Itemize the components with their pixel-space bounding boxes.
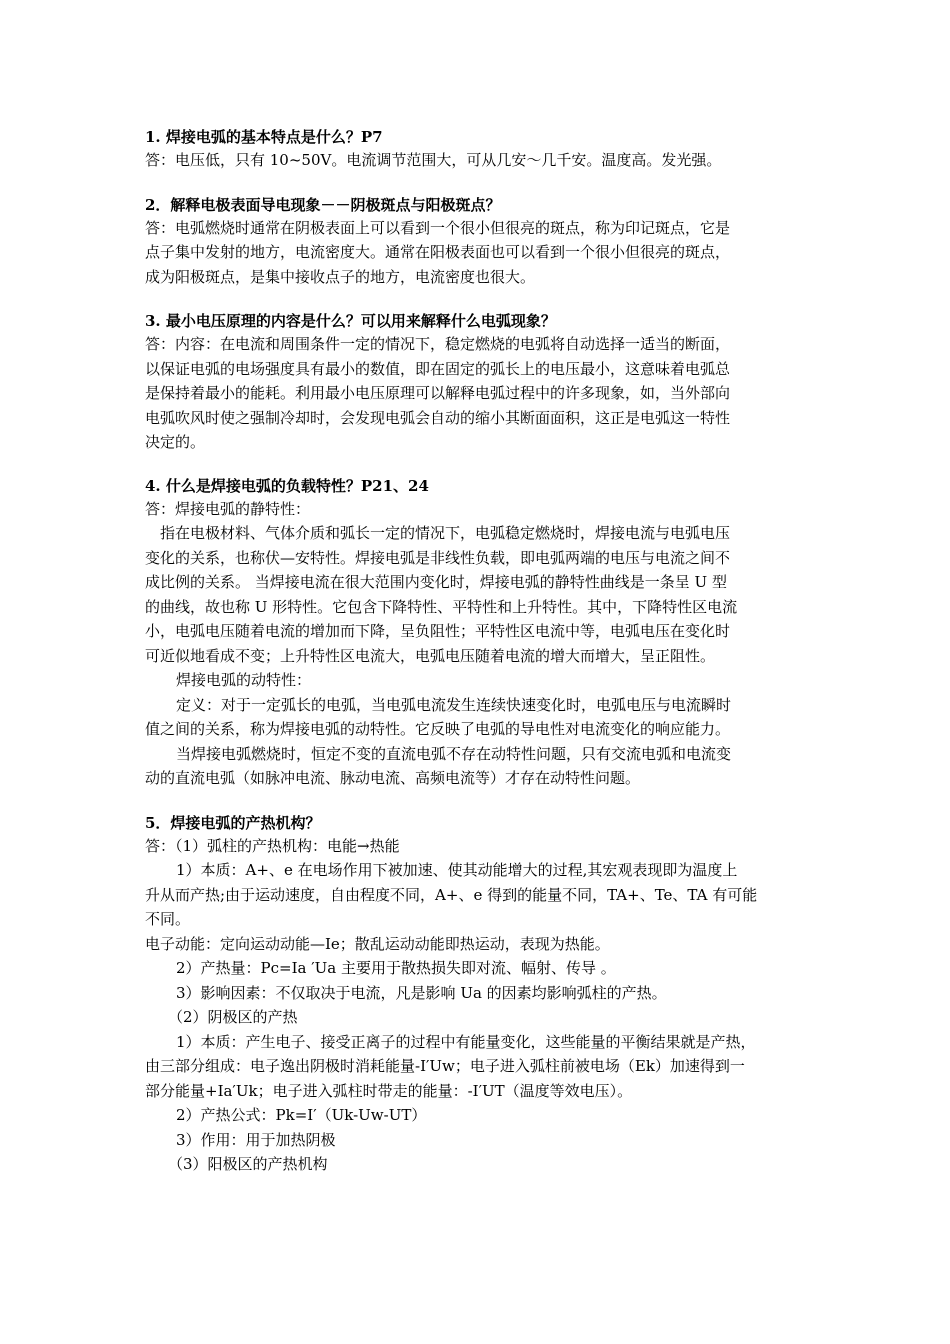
answer-5-line: 电子动能：定向运动动能—Ie；散乱运动动能即热运动，表现为热能。 (145, 934, 610, 953)
answer-4-line: 可近似地看成不变；上升特性区电流大，电弧电压随着电流的增大而增大，呈正阻性。 (145, 646, 716, 665)
answer-5-line: 不同。 (145, 910, 191, 928)
answer-4-line: 动的直流电弧（如脉冲电流、脉动电流、高频电流等）才存在动特性问题。 (145, 769, 641, 787)
answer-3-line: 是保持着最小的能耗。利用最小电压原理可以解释电弧过程中的许多现象，如，当外部向 (145, 384, 731, 402)
answer-4-line: 成比例的关系。 当焊接电流在很大范围内变化时，焊接电弧的静特性曲线是一条呈 U 型 (145, 573, 727, 591)
question-5-title: 5．焊接电弧的产热机构？ (145, 813, 321, 832)
answer-5-line: 2）产热公式：Pk=I′（Uk-Uw-UT） (176, 1106, 427, 1124)
answer-3-line: 以保证电弧的电场强度具有最小的数值，即在固定的弧长上的电压最小，这意味着电弧总 (145, 359, 731, 378)
answer-5-line: （2）阴极区的产热 (168, 1008, 298, 1026)
answer-1-line: 答：电压低，只有 10~50V。电流调节范围大，可从几安～几千安。温度高。发光强。 (145, 151, 722, 169)
answer-5-line: 1）本质：A+、e 在电场作用下被加速、使其动能增大的过程,其宏观表现即为温度上 (176, 861, 738, 879)
answer-4-line: 的曲线，故也称 U 形特性。它包含下降特性、平特性和上升特性。其中，下降特性区电流 (145, 597, 738, 616)
answer-5-line: 由三部分组成：电子逸出阴极时消耗能量-I′Uw；电子进入弧柱前被电场（Ek）加速得到一 (145, 1057, 745, 1075)
paragraph-gap (145, 455, 815, 476)
question-2-title: 2．解释电极表面导电现象－－阴极斑点与阳极斑点？ (145, 195, 501, 214)
answer-3-line: 答：内容：在电流和周围条件一定的情况下，稳定燃烧的电弧将自动选择一适当的断面， (145, 335, 731, 353)
answer-5-line: 3）影响因素：不仅取决于电流，凡是影响 Ua 的因素均影响弧柱的产热。 (176, 983, 667, 1002)
answer-5-line: （3）阳极区的产热机构 (168, 1155, 328, 1173)
question-3-title: 3. 最小电压原理的内容是什么？可以用来解释什么电弧现象？ (145, 312, 556, 330)
question-1-title: 1. 焊接电弧的基本特点是什么？P7 (145, 128, 383, 146)
answer-4-line: 定义：对于一定弧长的电弧，当电弧电流发生连续快速变化时，电弧电压与电流瞬时 (176, 695, 732, 714)
answer-5-line: 3）作用：用于加热阴极 (176, 1130, 336, 1149)
answer-4-line: 变化的关系，也称伏—安特性。焊接电弧是非线性负载，即电弧两端的电压与电流之间不 (145, 548, 731, 567)
answer-5-line: 答：（1）弧柱的产热机构：电能→热能 (145, 836, 400, 855)
paragraph-gap (145, 289, 815, 311)
answer-4-line: 焊接电弧的动特性： (176, 671, 312, 689)
answer-4-line: 值之间的关系，称为焊接电弧的动特性。它反映了电弧的导电性对电流变化的响应能力。 (145, 720, 731, 738)
answer-5-line: 1）本质：产生电子、接受正离子的过程中有能量变化，这些能量的平衡结果就是产热， (176, 1032, 756, 1051)
answer-4-line: 指在电极材料、气体介质和弧长一定的情况下，电弧稳定燃烧时，焊接电流与电弧电压 (160, 524, 731, 542)
question-4-title: 4. 什么是焊接电弧的负载特性？P21、24 (145, 476, 429, 495)
answer-2-line: 点子集中发射的地方，电流密度大。通常在阳极表面也可以看到一个很小但很亮的斑点， (145, 243, 731, 261)
answer-4-line: 答：焊接电弧的静特性： (145, 499, 311, 518)
document-page (145, 127, 815, 1177)
answer-4-line: 当焊接电弧燃烧时，恒定不变的直流电弧不存在动特性问题，只有交流电弧和电流变 (176, 744, 732, 763)
answer-2-line: 答：电弧燃烧时通常在阴极表面上可以看到一个很小但很亮的斑点，称为印记斑点，它是 (145, 218, 731, 237)
answer-5-line: 升从而产热;由于运动速度，自由程度不同，A+、e 得到的能量不同，TA+、Te、TA 有可能 (145, 885, 758, 904)
answer-2-line: 成为阳极斑点，是集中接收点子的地方，电流密度也很大。 (145, 267, 536, 286)
answer-4-line: 小，电弧电压随着电流的增加而下降，呈负阻性；平特性区电流中等，电弧电压在变化时 (145, 622, 731, 640)
paragraph-gap (145, 791, 815, 813)
answer-5-line: 2）产热量：Pc=Ia ′Ua 主要用于散热损失即对流、幅射、传导 。 (176, 959, 616, 977)
answer-3-line: 决定的。 (145, 433, 206, 451)
answer-5-line: 部分能量+Ia′Uk；电子进入弧柱时带走的能量：-I′UT（温度等效电压）。 (145, 1081, 633, 1100)
paragraph-gap (145, 173, 815, 195)
answer-3-line: 电弧吹风时使之强制冷却时，会发现电弧会自动的缩小其断面面积，这正是电弧这一特性 (145, 408, 731, 427)
